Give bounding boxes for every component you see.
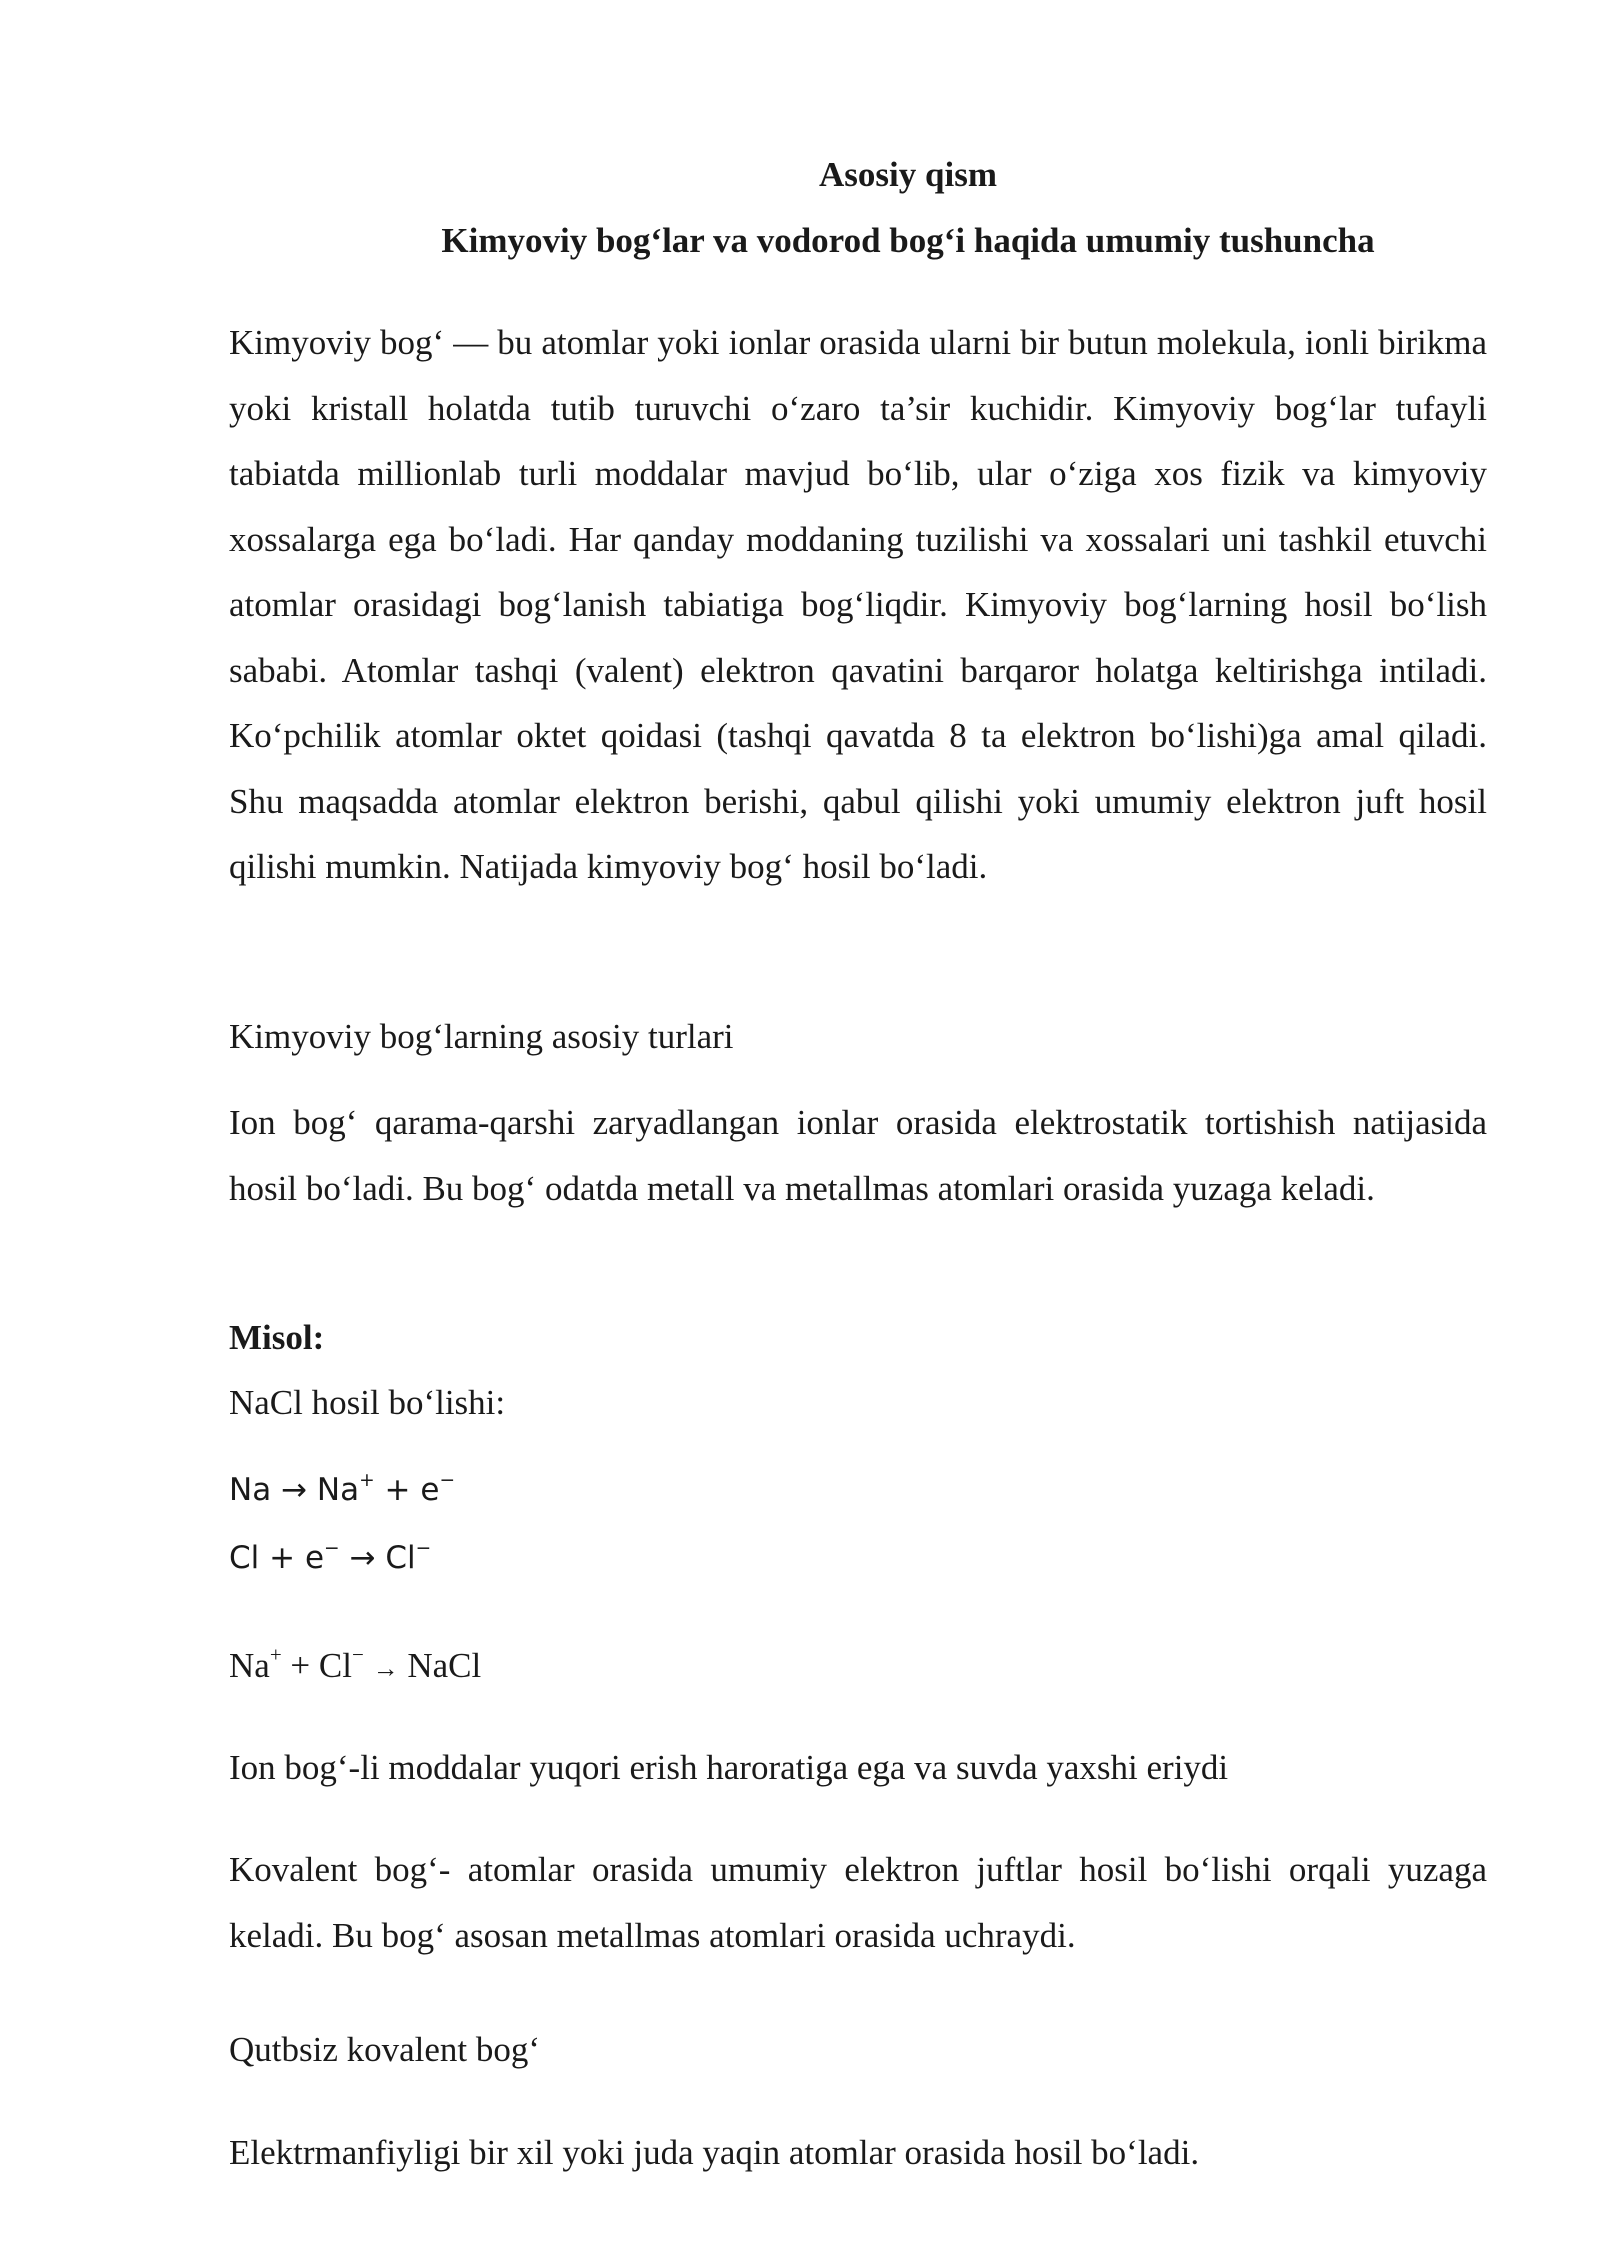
eq3-sodium-charge: +: [269, 1642, 282, 1667]
eq2-electron: e: [304, 1540, 325, 1576]
eq3-arrow: →: [372, 1654, 399, 1683]
nacl-formation-label: NaCl hosil bo‘lishi:: [229, 1383, 506, 1422]
equation-chlorine-reduction: [229, 1536, 431, 1581]
eq1-electron: e: [420, 1472, 440, 1508]
eq2-product-ion: Cl: [385, 1540, 416, 1576]
eq1-plus: +: [384, 1472, 411, 1508]
eq3-chloride-charge: −: [351, 1642, 364, 1667]
nonpolar-covalent-heading: Qutbsiz kovalent bog‘: [229, 2030, 541, 2069]
section-title: Asosiy qism: [819, 155, 997, 194]
eq1-reactant: Na: [229, 1472, 272, 1508]
eq3-product: NaCl: [407, 1646, 482, 1685]
covalent-bond-paragraph: Kovalent bog‘- atomlar orasida umumiy elektron juftlar hosil bo‘lishi orqali yuzaga keladi. Bu bog‘ asosan metallmas atomlari orasida uchraydi.: [229, 1850, 1487, 1955]
example-label: Misol:: [229, 1318, 325, 1357]
eq1-electron-charge: −: [439, 1470, 456, 1492]
eq2-reactant: Cl: [229, 1540, 260, 1576]
eq2-plus: +: [269, 1540, 296, 1576]
eq2-product-charge: −: [415, 1538, 432, 1560]
document-subtitle: Kimyoviy bog‘lar va vodorod bog‘i haqida umumiy tushuncha: [441, 221, 1375, 260]
equation-nacl-formation: [229, 1643, 481, 1691]
eq1-arrow: →: [281, 1472, 308, 1508]
nonpolar-covalent-description: Elektrmanfiyligi bir xil yoki juda yaqin atomlar orasida hosil bo‘ladi.: [229, 2133, 1200, 2172]
eq3-plus: +: [290, 1646, 311, 1685]
eq1-product-ion: Na: [316, 1472, 360, 1508]
eq3-chloride-ion: Cl: [318, 1646, 352, 1685]
eq3-sodium-ion: Na: [229, 1646, 270, 1685]
equation-sodium-ionization: [229, 1468, 455, 1513]
eq2-arrow: →: [349, 1540, 376, 1576]
ionic-properties-paragraph: Ion bog‘-li moddalar yuqori erish haroratiga ega va suvda yaxshi eriydi: [229, 1748, 1229, 1787]
eq2-electron-charge: −: [324, 1538, 340, 1560]
intro-paragraph: Kimyoviy bog‘ — bu atomlar yoki ionlar orasida ularni bir butun molekula, ionli birikma yoki kristall holatda tutib turuvchi o‘zaro ta’sir kuchidir. Kimyoviy bog‘lar tufayli tabiatda millionlab turli moddalar mavjud bo‘lib, ular o‘ziga xos fizik va kimyoviy xossalarga ega bo‘ladi. Har qanday moddaning tuzilishi va xossalari uni tashkil etuvchi atomlar orasidagi bog‘lanish tabiatiga bog‘liqdir. Kimyoviy bog‘larning hosil bo‘lish sababi. Atomlar tashqi (valent) elektron qavatini barqaror holatga keltirishga intiladi. Ko‘pchilik atomlar oktet qoidasi (tashqi qavatda 8 ta elektron bo‘lishi)ga amal qiladi. Shu maqsadda atomlar elektron berishi, qabul qilishi yoki umumiy elektron juft hosil qilishi mumkin. Natijada kimyoviy bog‘ hosil bo‘ladi.: [229, 323, 1487, 886]
eq1-product-charge: +: [359, 1470, 375, 1492]
ionic-bond-paragraph: Ion bog‘ qarama-qarshi zaryadlangan ionlar orasida elektrostatik tortishish natijasida hosil bo‘ladi. Bu bog‘ odatda metall va metallmas atomlari orasida yuzaga keladi.: [229, 1103, 1487, 1208]
bond-types-heading: Kimyoviy bog‘larning asosiy turlari: [229, 1017, 734, 1056]
